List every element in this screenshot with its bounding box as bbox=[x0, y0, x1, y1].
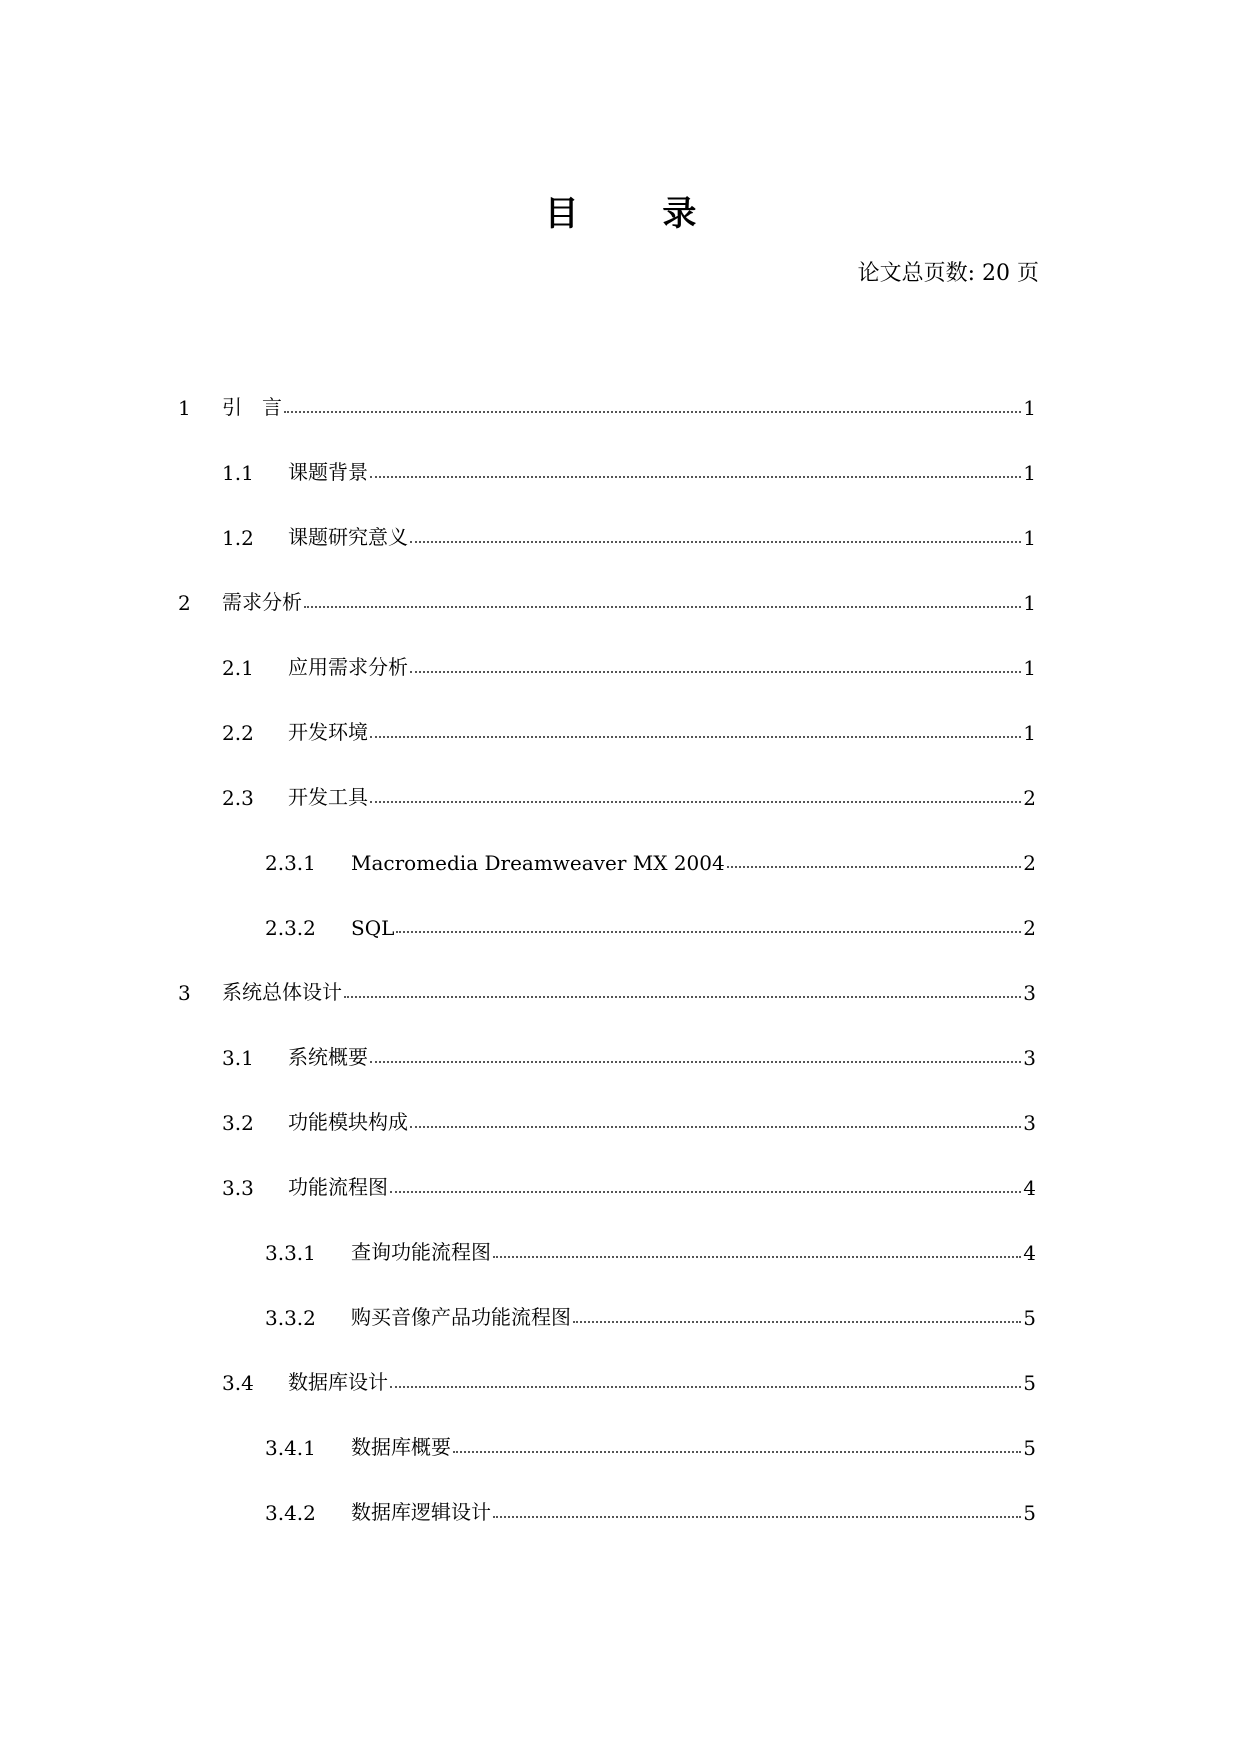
toc-entry[interactable] bbox=[222, 1170, 1036, 1200]
toc-entry-title: 引 言 bbox=[222, 395, 282, 419]
toc-entry-page: 5 bbox=[1023, 1306, 1036, 1330]
toc-entry[interactable] bbox=[178, 585, 1036, 615]
toc-entry-title: 功能模块构成 bbox=[288, 1110, 408, 1134]
toc-entry-number: 1.2 bbox=[222, 526, 254, 550]
toc-entry-title: 课题研究意义 bbox=[288, 525, 408, 549]
toc-entry-title: 查询功能流程图 bbox=[351, 1240, 491, 1264]
total-page-count: 论文总页数: 20 页 bbox=[857, 261, 1039, 286]
toc-entry-title: SQL bbox=[351, 916, 395, 940]
toc-entry[interactable] bbox=[222, 1040, 1036, 1070]
toc-entry-title: 数据库设计 bbox=[288, 1370, 388, 1394]
toc-entry-number: 2.1 bbox=[222, 656, 254, 680]
toc-entry-page: 5 bbox=[1023, 1371, 1036, 1395]
toc-entry-page: 3 bbox=[1023, 981, 1036, 1005]
toc-entry-number: 3.4.1 bbox=[265, 1436, 316, 1460]
toc-entry-page: 4 bbox=[1023, 1241, 1036, 1265]
toc-leader-dots bbox=[370, 735, 1021, 738]
toc-entry-page: 2 bbox=[1023, 786, 1036, 810]
toc-entry[interactable] bbox=[265, 910, 1036, 940]
toc-entry[interactable] bbox=[265, 1430, 1036, 1460]
toc-entry[interactable] bbox=[265, 1235, 1036, 1265]
toc-entry-page: 2 bbox=[1023, 916, 1036, 940]
toc-entry-page: 4 bbox=[1023, 1176, 1036, 1200]
toc-leader-dots bbox=[370, 475, 1021, 478]
toc-entry-number: 1.1 bbox=[222, 461, 254, 485]
toc-leader-dots bbox=[453, 1450, 1021, 1453]
toc-entry-page: 5 bbox=[1023, 1436, 1036, 1460]
toc-entry-title: 系统总体设计 bbox=[222, 980, 342, 1004]
toc-entry-page: 1 bbox=[1023, 656, 1036, 680]
toc-entry-page: 1 bbox=[1023, 396, 1036, 420]
toc-title: 目 录 bbox=[544, 194, 733, 234]
toc-entry-title: 开发环境 bbox=[288, 720, 368, 744]
toc-entry[interactable] bbox=[265, 1300, 1036, 1330]
toc-entry-number: 1 bbox=[178, 396, 191, 420]
toc-leader-dots bbox=[284, 410, 1021, 413]
toc-leader-dots bbox=[370, 1060, 1021, 1063]
toc-entry-page: 2 bbox=[1023, 851, 1036, 875]
toc-leader-dots bbox=[344, 995, 1021, 998]
toc-entry-page: 3 bbox=[1023, 1046, 1036, 1070]
toc-entry-title: Macromedia Dreamweaver MX 2004 bbox=[351, 851, 725, 875]
toc-entry-page: 1 bbox=[1023, 591, 1036, 615]
toc-entry[interactable] bbox=[222, 1365, 1036, 1395]
toc-entry-page: 1 bbox=[1023, 526, 1036, 550]
toc-entry[interactable] bbox=[222, 780, 1036, 810]
toc-leader-dots bbox=[390, 1190, 1021, 1193]
toc-entry[interactable] bbox=[222, 715, 1036, 745]
toc-entry-title: 课题背景 bbox=[288, 460, 368, 484]
toc-entry[interactable] bbox=[178, 390, 1036, 420]
toc-entry-number: 2.3 bbox=[222, 786, 254, 810]
toc-entry-title: 购买音像产品功能流程图 bbox=[351, 1305, 571, 1329]
toc-entry[interactable] bbox=[178, 975, 1036, 1005]
toc-leader-dots bbox=[370, 800, 1021, 803]
toc-entry-title: 开发工具 bbox=[288, 785, 368, 809]
toc-leader-dots bbox=[727, 865, 1022, 868]
toc-entry-number: 3.1 bbox=[222, 1046, 254, 1070]
toc-entry-number: 3.3.2 bbox=[265, 1306, 316, 1330]
toc-entry-number: 2.3.1 bbox=[265, 851, 316, 875]
toc-leader-dots bbox=[493, 1255, 1021, 1258]
toc-leader-dots bbox=[410, 540, 1021, 543]
toc-entry-title: 需求分析 bbox=[222, 590, 302, 614]
toc-entry-page: 5 bbox=[1023, 1501, 1036, 1525]
toc-entry-number: 3.3 bbox=[222, 1176, 254, 1200]
toc-entry-number: 3 bbox=[178, 981, 191, 1005]
toc-entry-page: 3 bbox=[1023, 1111, 1036, 1135]
toc-entry[interactable] bbox=[222, 520, 1036, 550]
toc-entry[interactable] bbox=[222, 650, 1036, 680]
toc-entry-title: 功能流程图 bbox=[288, 1175, 388, 1199]
toc-entry-number: 3.2 bbox=[222, 1111, 254, 1135]
toc-entry[interactable] bbox=[222, 1105, 1036, 1135]
toc-leader-dots bbox=[410, 670, 1021, 673]
toc-entry-title: 数据库概要 bbox=[351, 1435, 451, 1459]
toc-leader-dots bbox=[410, 1125, 1021, 1128]
toc-leader-dots bbox=[390, 1385, 1021, 1388]
toc-entry-number: 3.3.1 bbox=[265, 1241, 316, 1265]
toc-entry-number: 3.4.2 bbox=[265, 1501, 316, 1525]
toc-entry-number: 3.4 bbox=[222, 1371, 254, 1395]
toc-entry-page: 1 bbox=[1023, 721, 1036, 745]
toc-entry[interactable] bbox=[222, 455, 1036, 485]
toc-leader-dots bbox=[573, 1320, 1021, 1323]
toc-entry-title: 数据库逻辑设计 bbox=[351, 1500, 491, 1524]
toc-leader-dots bbox=[304, 605, 1021, 608]
toc-entry-page: 1 bbox=[1023, 461, 1036, 485]
toc-entry-number: 2.3.2 bbox=[265, 916, 316, 940]
toc-leader-dots bbox=[493, 1515, 1021, 1518]
toc-entry-number: 2.2 bbox=[222, 721, 254, 745]
toc-entry-number: 2 bbox=[178, 591, 191, 615]
toc-entry[interactable] bbox=[265, 845, 1036, 875]
toc-leader-dots bbox=[396, 930, 1021, 933]
toc-entry-title: 系统概要 bbox=[288, 1045, 368, 1069]
toc-entry-title: 应用需求分析 bbox=[288, 655, 408, 679]
toc-entry[interactable] bbox=[265, 1495, 1036, 1525]
